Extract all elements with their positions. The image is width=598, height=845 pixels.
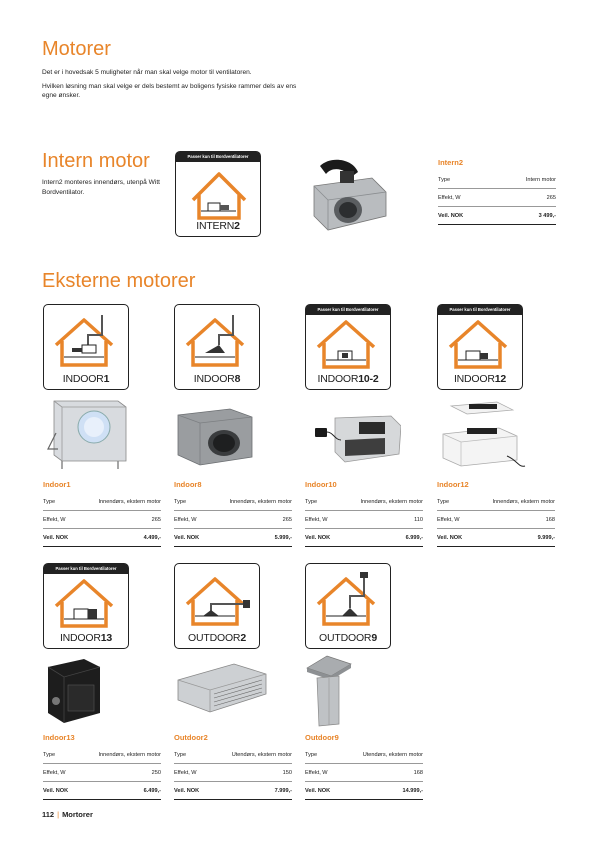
indoor10-product-photo [305, 410, 401, 470]
icon-label: INDOOR13 [59, 632, 113, 644]
section-name: Mortorer [62, 810, 93, 819]
badge: Passer kun til Bordventilatorer [438, 305, 522, 315]
icon-label: OUTDOOR2 [188, 632, 246, 644]
icon-label: INDOOR12 [453, 373, 507, 385]
intro-paragraph: Hvilken løsning man skal velge er dels bestemt av boligens fysiske rammer dels av ens egne ønsker. [42, 82, 297, 99]
indoor8-icon-card [174, 304, 260, 390]
spec-row-effekt: Effekt, W 250 [43, 764, 161, 782]
indoor8-spec-table [174, 480, 292, 547]
icon-label: INDOOR8 [193, 373, 241, 385]
external-title: Eksterne motorer [42, 270, 196, 292]
indoor12-spec-table [437, 480, 555, 547]
product-name: Indoor13 [43, 733, 75, 742]
spec-row-price: Veil. NOK 14.999,- [305, 782, 423, 800]
badge: Passer kun til Bordventilatorer [44, 564, 128, 574]
icon-label: INDOOR10-2 [317, 373, 379, 385]
spec-row-effekt: Effekt, W 265 [438, 189, 556, 207]
outdoor2-product-photo [174, 660, 270, 716]
intern-title: Intern motor [42, 150, 150, 172]
intro-paragraph: Det er i hovedsak 5 muligheter når man skal velge motor til ventilatoren. [42, 69, 252, 76]
icon-label: INTERN2 [196, 220, 240, 232]
spec-row-type: Type Innendørs, ekstern motor [43, 746, 161, 764]
icon-label: OUTDOOR9 [319, 632, 377, 644]
indoor1-spec-table [43, 480, 161, 547]
indoor8-product-photo [174, 403, 260, 467]
spec-row-effekt: Effekt, W 168 [305, 764, 423, 782]
icon-label: INDOOR1 [62, 373, 110, 385]
spec-row-price: Veil. NOK 5.999,- [174, 529, 292, 547]
page-footer [42, 810, 93, 819]
product-name: Indoor10 [305, 480, 337, 489]
spec-row-type: Type Innendørs, ekstern motor [437, 493, 555, 511]
spec-row-type: Type Intern motor [438, 171, 556, 189]
outdoor9-product-photo [305, 654, 365, 728]
indoor1-product-photo [44, 393, 130, 473]
indoor10-icon-card [305, 304, 391, 390]
spec-row-type: Type Innendørs, ekstern motor [174, 493, 292, 511]
spec-row-effekt: Effekt, W 265 [174, 511, 292, 529]
badge: Passer kun til Bordventilatorer [306, 305, 390, 315]
intern2-icon-card [175, 151, 261, 237]
intern-description: Intern2 monteres innendørs, utenpå Witt Bordventilator. [42, 179, 161, 196]
spec-row-price: Veil. NOK 4.499,- [43, 529, 161, 547]
spec-row-price: Veil. NOK 7.999,- [174, 782, 292, 800]
footer-separator: | [57, 810, 60, 819]
outdoor9-spec-table [305, 733, 423, 800]
spec-row-type: Type Innendørs, ekstern motor [305, 493, 423, 511]
spec-row-price: Veil. NOK 9.999,- [437, 529, 555, 547]
indoor1-icon-card [43, 304, 129, 390]
spec-row-type: Type Utendørs, ekstern motor [305, 746, 423, 764]
product-name: Indoor12 [437, 480, 469, 489]
product-name: Outdoor2 [174, 733, 208, 742]
product-name: Indoor8 [174, 480, 202, 489]
indoor13-spec-table [43, 733, 161, 800]
spec-row-price: Veil. NOK 6.999,- [305, 529, 423, 547]
product-name: Outdoor9 [305, 733, 339, 742]
indoor13-product-photo [42, 655, 112, 727]
indoor12-icon-card [437, 304, 523, 390]
indoor12-product-photo [437, 400, 527, 472]
spec-row-type: Type Utendørs, ekstern motor [174, 746, 292, 764]
intro-text [42, 68, 302, 105]
spec-row-price: Veil. NOK 3 499,- [438, 207, 556, 225]
indoor10-spec-table [305, 480, 423, 547]
spec-row-effekt: Effekt, W 168 [437, 511, 555, 529]
intern2-spec-table [438, 158, 556, 225]
intern2-product-photo [300, 156, 390, 236]
outdoor2-spec-table [174, 733, 292, 800]
spec-row-effekt: Effekt, W 150 [174, 764, 292, 782]
outdoor9-icon-card [305, 563, 391, 649]
page-title: Motorer [42, 38, 111, 60]
product-name: Intern2 [438, 158, 464, 167]
indoor13-icon-card [43, 563, 129, 649]
outdoor2-icon-card [174, 563, 260, 649]
spec-row-type: Type Innendørs, ekstern motor [43, 493, 161, 511]
spec-row-price: Veil. NOK 6.499,- [43, 782, 161, 800]
product-name: Indoor1 [43, 480, 71, 489]
spec-row-effekt: Effekt, W 110 [305, 511, 423, 529]
page-number: 112 [42, 810, 55, 819]
spec-row-effekt: Effekt, W 265 [43, 511, 161, 529]
badge: Passer kun til Bordventilatorer [176, 152, 260, 162]
